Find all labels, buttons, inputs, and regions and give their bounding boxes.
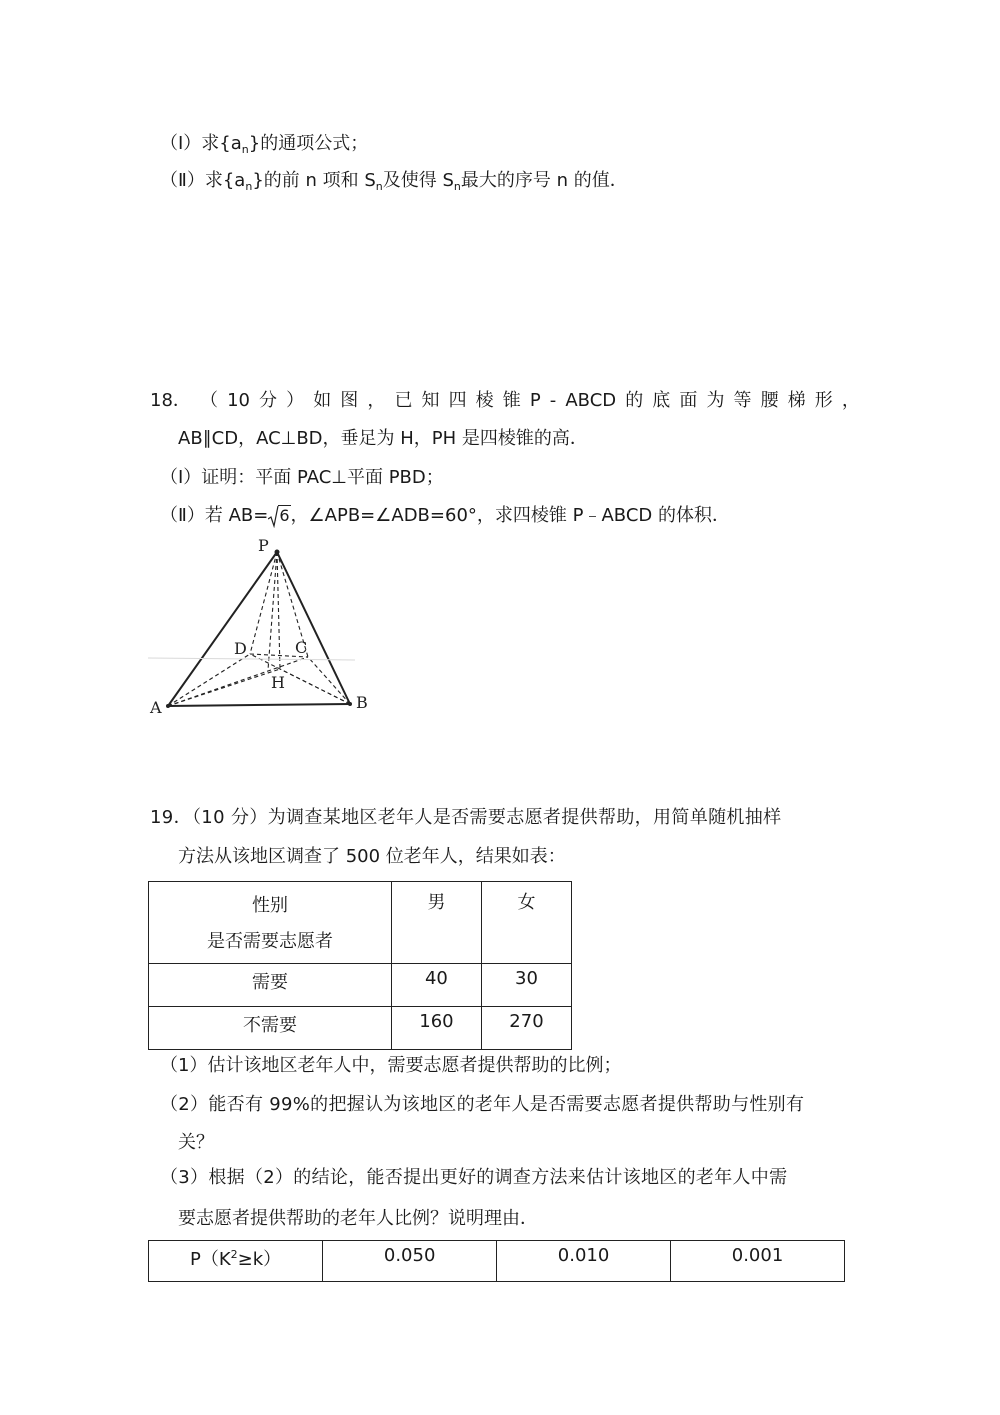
q18-heading-word: 图 bbox=[340, 390, 359, 411]
q18-heading-word: 18． bbox=[150, 390, 191, 411]
q18-heading-word: 知 bbox=[421, 390, 440, 411]
q19-sub1: （1）估计该地区老年人中，需要志愿者提供帮助的比例； bbox=[160, 1055, 622, 1076]
q18-heading-word: ， bbox=[841, 390, 860, 411]
q18-heading-word: 梯 bbox=[787, 390, 806, 411]
pyramid-figure bbox=[140, 530, 380, 725]
q18-heading-word: 面 bbox=[679, 390, 698, 411]
q19-sub3-line2: 要志愿者提供帮助的老年人比例？说明理由． bbox=[178, 1208, 538, 1229]
q18-heading-word: 棱 bbox=[475, 390, 494, 411]
label-h: H bbox=[271, 673, 285, 692]
col-female: 女 bbox=[481, 882, 571, 964]
col-male: 男 bbox=[391, 882, 481, 964]
survey-table bbox=[148, 881, 572, 1050]
q18-heading-word: （ bbox=[199, 390, 218, 411]
table-row: 不需要 160 270 bbox=[149, 1007, 572, 1050]
q18-heading-word: 如 bbox=[313, 390, 332, 411]
q18-heading-word: 等 bbox=[733, 390, 752, 411]
sqrt-six: 6 bbox=[268, 504, 290, 528]
ptable-value: 0.010 bbox=[497, 1241, 671, 1282]
ptable-value: 0.001 bbox=[671, 1241, 845, 1282]
q18-part2: （Ⅱ）若 AB= 6，∠APB=∠ADB=60°，求四棱锥 P﹣ABCD 的体积． bbox=[160, 505, 730, 526]
q18-heading-word: 腰 bbox=[760, 390, 779, 411]
q18-heading-word: 形 bbox=[814, 390, 833, 411]
q18-line2: AB∥CD，AC⊥BD，垂足为 H，PH 是四棱锥的高． bbox=[178, 428, 588, 449]
label-p: P bbox=[258, 536, 269, 555]
q18-heading-word: 锥 bbox=[502, 390, 521, 411]
q18-heading-word: 为 bbox=[706, 390, 725, 411]
label-b: B bbox=[356, 693, 368, 712]
q17-part2: （Ⅱ）求$\{a_n\}$的前 n 项和 $S_n$及使得 $S_n$最大的序号 n 的值． bbox=[160, 170, 628, 193]
q17-part1: （Ⅰ）求$\{a_n\}$的通项公式； bbox=[160, 133, 369, 156]
table-row: 需要 40 30 bbox=[149, 964, 572, 1007]
q19-sub2-line1: （2）能否有 99%的把握认为该地区的老年人是否需要志愿者提供帮助与性别有 bbox=[160, 1094, 805, 1115]
ptable-label: $P(K^2\ge k)$ bbox=[149, 1241, 323, 1282]
label-c: C bbox=[295, 638, 308, 657]
q18-heading-word: 的 bbox=[625, 390, 644, 411]
ptable-value: 0.050 bbox=[323, 1241, 497, 1282]
q18-part1: （Ⅰ）证明：平面 PAC⊥平面 PBD； bbox=[160, 467, 444, 488]
q18-heading-word: 分 bbox=[259, 390, 278, 411]
label-d: D bbox=[234, 639, 247, 658]
q18-heading-word: ， bbox=[367, 390, 386, 411]
q18-heading-word: P bbox=[529, 390, 541, 411]
q18-heading bbox=[150, 389, 860, 413]
q18-heading-word: 10 bbox=[227, 390, 250, 411]
q18-heading-word: ABCD bbox=[565, 390, 617, 411]
critical-value-table bbox=[148, 1240, 845, 1282]
label-a: A bbox=[150, 698, 162, 717]
q19-sub2-line2: 关？ bbox=[178, 1132, 214, 1153]
q18-heading-word: 已 bbox=[394, 390, 413, 411]
q19-line1: 19．（10 分）为调查某地区老年人是否需要志愿者提供帮助，用简单随机抽样 bbox=[150, 807, 782, 828]
q19-line2: 方法从该地区调查了 500 位老年人，结果如表： bbox=[178, 846, 566, 867]
q18-heading-word: - bbox=[549, 390, 557, 411]
q18-heading-word: ） bbox=[286, 390, 305, 411]
q18-heading-word: 底 bbox=[652, 390, 671, 411]
table-corner-header: 性别 是否需要志愿者 bbox=[149, 882, 392, 964]
q19-sub3-line1: （3）根据（2）的结论，能否提出更好的调查方法来估计该地区的老年人中需 bbox=[160, 1167, 788, 1188]
q18-heading-word: 四 bbox=[448, 390, 467, 411]
